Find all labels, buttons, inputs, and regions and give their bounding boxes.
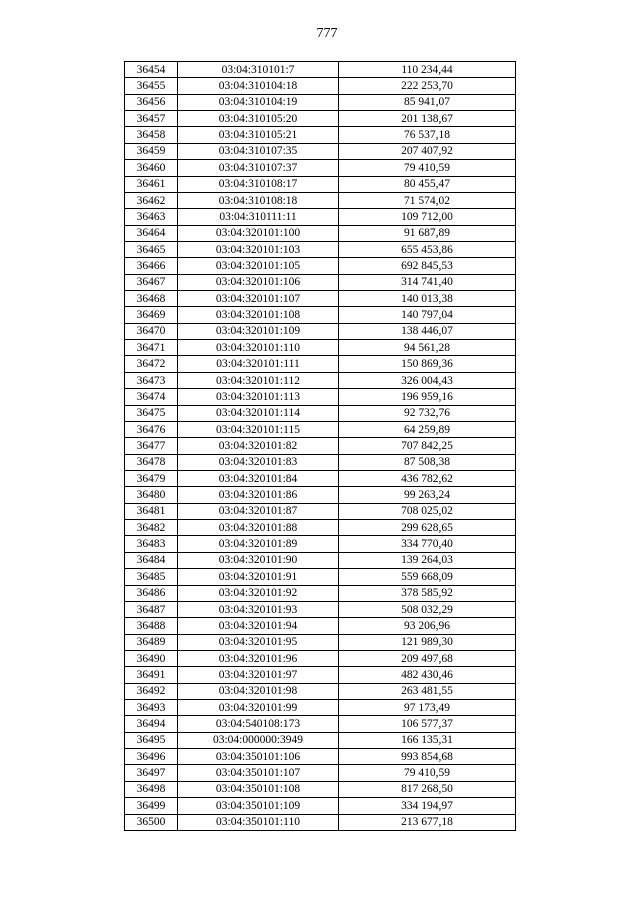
- row-number-cell: 36462: [125, 192, 178, 208]
- table-row: [125, 503, 516, 519]
- row-number-cell: 36495: [125, 732, 178, 748]
- row-number-cell: 36486: [125, 585, 178, 601]
- row-number-cell: 36484: [125, 552, 178, 568]
- row-number-cell: 36456: [125, 94, 178, 110]
- row-number-cell: 36488: [125, 618, 178, 634]
- cadastral-number-cell: 03:04:320101:105: [178, 258, 339, 274]
- cadastral-number-cell: 03:04:310108:17: [178, 176, 339, 192]
- row-number-cell: 36472: [125, 356, 178, 372]
- cadastral-number-cell: 03:04:320101:99: [178, 700, 339, 716]
- row-number-cell: 36492: [125, 683, 178, 699]
- row-number-cell: 36460: [125, 160, 178, 176]
- cadastral-number-cell: 03:04:310104:19: [178, 94, 339, 110]
- cadastral-value-cell: 121 989,30: [339, 634, 516, 650]
- table-row: [125, 225, 516, 241]
- cadastral-value-cell: 559 668,09: [339, 569, 516, 585]
- cadastral-number-cell: 03:04:320101:82: [178, 438, 339, 454]
- cadastral-number-cell: 03:04:350101:110: [178, 814, 339, 830]
- row-number-cell: 36477: [125, 438, 178, 454]
- table-row: [125, 291, 516, 307]
- cadastral-value-cell: 76 537,18: [339, 127, 516, 143]
- row-number-cell: 36496: [125, 749, 178, 765]
- cadastral-number-cell: 03:04:320101:107: [178, 291, 339, 307]
- cadastral-number-cell: 03:04:310105:21: [178, 127, 339, 143]
- page-number: 777: [316, 26, 338, 41]
- cadastral-number-cell: 03:04:320101:108: [178, 307, 339, 323]
- table-row: [125, 372, 516, 388]
- cadastral-value-cell: 92 732,76: [339, 405, 516, 421]
- row-number-cell: 36494: [125, 716, 178, 732]
- table-row: [125, 601, 516, 617]
- cadastral-value-cell: 993 854,68: [339, 749, 516, 765]
- cadastral-number-cell: 03:04:320101:89: [178, 536, 339, 552]
- cadastral-number-cell: 03:04:310105:20: [178, 111, 339, 127]
- cadastral-number-cell: 03:04:310101:7: [178, 62, 339, 78]
- row-number-cell: 36498: [125, 781, 178, 797]
- table-row: [125, 389, 516, 405]
- row-number-cell: 36493: [125, 700, 178, 716]
- cadastral-number-cell: 03:04:320101:96: [178, 650, 339, 666]
- table-row: [125, 520, 516, 536]
- cadastral-number-cell: 03:04:320101:114: [178, 405, 339, 421]
- row-number-cell: 36469: [125, 307, 178, 323]
- table-row: [125, 340, 516, 356]
- table-row: [125, 618, 516, 634]
- cadastral-number-cell: 03:04:310111:11: [178, 209, 339, 225]
- table-row: [125, 356, 516, 372]
- cadastral-value-cell: 222 253,70: [339, 78, 516, 94]
- cadastral-number-cell: 03:04:350101:108: [178, 781, 339, 797]
- row-number-cell: 36480: [125, 487, 178, 503]
- cadastral-value-cell: 209 497,68: [339, 650, 516, 666]
- cadastral-number-cell: 03:04:310107:35: [178, 143, 339, 159]
- row-number-cell: 36489: [125, 634, 178, 650]
- table-row: [125, 683, 516, 699]
- table-row: [125, 438, 516, 454]
- cadastral-number-cell: 03:04:320101:84: [178, 470, 339, 486]
- table-row: [125, 62, 516, 78]
- row-number-cell: 36466: [125, 258, 178, 274]
- cadastral-value-cell: 482 430,46: [339, 667, 516, 683]
- table-row: [125, 209, 516, 225]
- cadastral-number-cell: 03:04:310104:18: [178, 78, 339, 94]
- cadastral-number-cell: 03:04:320101:103: [178, 241, 339, 257]
- cadastral-number-cell: 03:04:320101:111: [178, 356, 339, 372]
- cadastral-value-cell: 71 574,02: [339, 192, 516, 208]
- table-row: [125, 536, 516, 552]
- table-row: [125, 323, 516, 339]
- cadastral-value-cell: 97 173,49: [339, 700, 516, 716]
- row-number-cell: 36474: [125, 389, 178, 405]
- cadastral-value-cell: 87 508,38: [339, 454, 516, 470]
- table-row: [125, 160, 516, 176]
- table-body: [125, 62, 516, 831]
- cadastral-value-cell: 64 259,89: [339, 421, 516, 437]
- cadastral-value-cell: 140 797,04: [339, 307, 516, 323]
- row-number-cell: 36500: [125, 814, 178, 830]
- cadastral-value-cell: 378 585,92: [339, 585, 516, 601]
- cadastral-number-cell: 03:04:320101:86: [178, 487, 339, 503]
- cadastral-value-cell: 94 561,28: [339, 340, 516, 356]
- row-number-cell: 36491: [125, 667, 178, 683]
- table-row: [125, 405, 516, 421]
- row-number-cell: 36465: [125, 241, 178, 257]
- cadastral-number-cell: 03:04:350101:109: [178, 798, 339, 814]
- cadastral-number-cell: 03:04:320101:92: [178, 585, 339, 601]
- cadastral-number-cell: 03:04:000000:3949: [178, 732, 339, 748]
- row-number-cell: 36463: [125, 209, 178, 225]
- cadastral-value-cell: 692 845,53: [339, 258, 516, 274]
- cadastral-value-cell: 93 206,96: [339, 618, 516, 634]
- cadastral-number-cell: 03:04:320101:106: [178, 274, 339, 290]
- table-row: [125, 307, 516, 323]
- row-number-cell: 36487: [125, 601, 178, 617]
- cadastral-number-cell: 03:04:320101:87: [178, 503, 339, 519]
- cadastral-value-cell: 110 234,44: [339, 62, 516, 78]
- table-row: [125, 569, 516, 585]
- row-number-cell: 36464: [125, 225, 178, 241]
- cadastral-value-cell: 436 782,62: [339, 470, 516, 486]
- table-row: [125, 192, 516, 208]
- cadastral-number-cell: 03:04:350101:106: [178, 749, 339, 765]
- cadastral-number-cell: 03:04:320101:110: [178, 340, 339, 356]
- cadastral-number-cell: 03:04:320101:93: [178, 601, 339, 617]
- table-row: [125, 732, 516, 748]
- row-number-cell: 36471: [125, 340, 178, 356]
- cadastral-number-cell: 03:04:320101:113: [178, 389, 339, 405]
- cadastral-number-cell: 03:04:320101:88: [178, 520, 339, 536]
- cadastral-value-cell: 106 577,37: [339, 716, 516, 732]
- cadastral-number-cell: 03:04:320101:95: [178, 634, 339, 650]
- table-row: [125, 274, 516, 290]
- cadastral-value-cell: 263 481,55: [339, 683, 516, 699]
- cadastral-value-cell: 707 842,25: [339, 438, 516, 454]
- table-row: [125, 781, 516, 797]
- table-row: [125, 716, 516, 732]
- table-row: [125, 487, 516, 503]
- row-number-cell: 36481: [125, 503, 178, 519]
- cadastral-value-cell: 196 959,16: [339, 389, 516, 405]
- cadastral-value-cell: 138 446,07: [339, 323, 516, 339]
- row-number-cell: 36476: [125, 421, 178, 437]
- cadastral-value-cell: 99 263,24: [339, 487, 516, 503]
- table-row: [125, 765, 516, 781]
- cadastral-number-cell: 03:04:310107:37: [178, 160, 339, 176]
- cadastral-number-cell: 03:04:320101:98: [178, 683, 339, 699]
- cadastral-value-cell: 334 770,40: [339, 536, 516, 552]
- cadastral-value-cell: 299 628,65: [339, 520, 516, 536]
- row-number-cell: 36458: [125, 127, 178, 143]
- cadastral-number-cell: 03:04:320101:112: [178, 372, 339, 388]
- cadastral-number-cell: 03:04:320101:115: [178, 421, 339, 437]
- cadastral-value-cell: 139 264,03: [339, 552, 516, 568]
- cadastral-value-cell: 207 407,92: [339, 143, 516, 159]
- cadastral-number-cell: 03:04:320101:83: [178, 454, 339, 470]
- cadastral-value-cell: 201 138,67: [339, 111, 516, 127]
- table-row: [125, 552, 516, 568]
- table-row: [125, 94, 516, 110]
- cadastral-value-cell: 166 135,31: [339, 732, 516, 748]
- table-row: [125, 585, 516, 601]
- row-number-cell: 36482: [125, 520, 178, 536]
- table-row: [125, 798, 516, 814]
- table-row: [125, 143, 516, 159]
- cadastral-value-cell: 109 712,00: [339, 209, 516, 225]
- row-number-cell: 36467: [125, 274, 178, 290]
- cadastral-value-cell: 817 268,50: [339, 781, 516, 797]
- row-number-cell: 36478: [125, 454, 178, 470]
- cadastral-value-cell: 80 455,47: [339, 176, 516, 192]
- cadastral-value-cell: 140 013,38: [339, 291, 516, 307]
- row-number-cell: 36468: [125, 291, 178, 307]
- cadastral-value-cell: 326 004,43: [339, 372, 516, 388]
- row-number-cell: 36479: [125, 470, 178, 486]
- row-number-cell: 36483: [125, 536, 178, 552]
- table-row: [125, 258, 516, 274]
- row-number-cell: 36455: [125, 78, 178, 94]
- cadastral-value-cell: 91 687,89: [339, 225, 516, 241]
- table-row: [125, 470, 516, 486]
- row-number-cell: 36497: [125, 765, 178, 781]
- cadastral-value-cell: 708 025,02: [339, 503, 516, 519]
- row-number-cell: 36475: [125, 405, 178, 421]
- row-number-cell: 36459: [125, 143, 178, 159]
- cadastral-value-table: [124, 61, 516, 831]
- cadastral-value-cell: 508 032,29: [339, 601, 516, 617]
- cadastral-value-cell: 655 453,86: [339, 241, 516, 257]
- table-row: [125, 78, 516, 94]
- table-row: [125, 814, 516, 830]
- cadastral-value-cell: 334 194,97: [339, 798, 516, 814]
- row-number-cell: 36490: [125, 650, 178, 666]
- table-row: [125, 667, 516, 683]
- cadastral-value-cell: 150 869,36: [339, 356, 516, 372]
- cadastral-number-cell: 03:04:350101:107: [178, 765, 339, 781]
- cadastral-value-cell: 79 410,59: [339, 765, 516, 781]
- cadastral-value-cell: 85 941,07: [339, 94, 516, 110]
- cadastral-number-cell: 03:04:320101:91: [178, 569, 339, 585]
- cadastral-number-cell: 03:04:320101:97: [178, 667, 339, 683]
- table-row: [125, 650, 516, 666]
- cadastral-value-cell: 79 410,59: [339, 160, 516, 176]
- row-number-cell: 36454: [125, 62, 178, 78]
- cadastral-value-cell: 213 677,18: [339, 814, 516, 830]
- row-number-cell: 36470: [125, 323, 178, 339]
- cadastral-number-cell: 03:04:310108:18: [178, 192, 339, 208]
- row-number-cell: 36499: [125, 798, 178, 814]
- cadastral-number-cell: 03:04:320101:94: [178, 618, 339, 634]
- table-row: [125, 241, 516, 257]
- row-number-cell: 36473: [125, 372, 178, 388]
- table-row: [125, 700, 516, 716]
- table-row: [125, 127, 516, 143]
- cadastral-number-cell: 03:04:320101:109: [178, 323, 339, 339]
- cadastral-number-cell: 03:04:540108:173: [178, 716, 339, 732]
- table-row: [125, 421, 516, 437]
- row-number-cell: 36485: [125, 569, 178, 585]
- cadastral-value-cell: 314 741,40: [339, 274, 516, 290]
- table-row: [125, 176, 516, 192]
- table-row: [125, 634, 516, 650]
- table-row: [125, 749, 516, 765]
- table-row: [125, 454, 516, 470]
- row-number-cell: 36457: [125, 111, 178, 127]
- cadastral-number-cell: 03:04:320101:100: [178, 225, 339, 241]
- row-number-cell: 36461: [125, 176, 178, 192]
- cadastral-number-cell: 03:04:320101:90: [178, 552, 339, 568]
- table-row: [125, 111, 516, 127]
